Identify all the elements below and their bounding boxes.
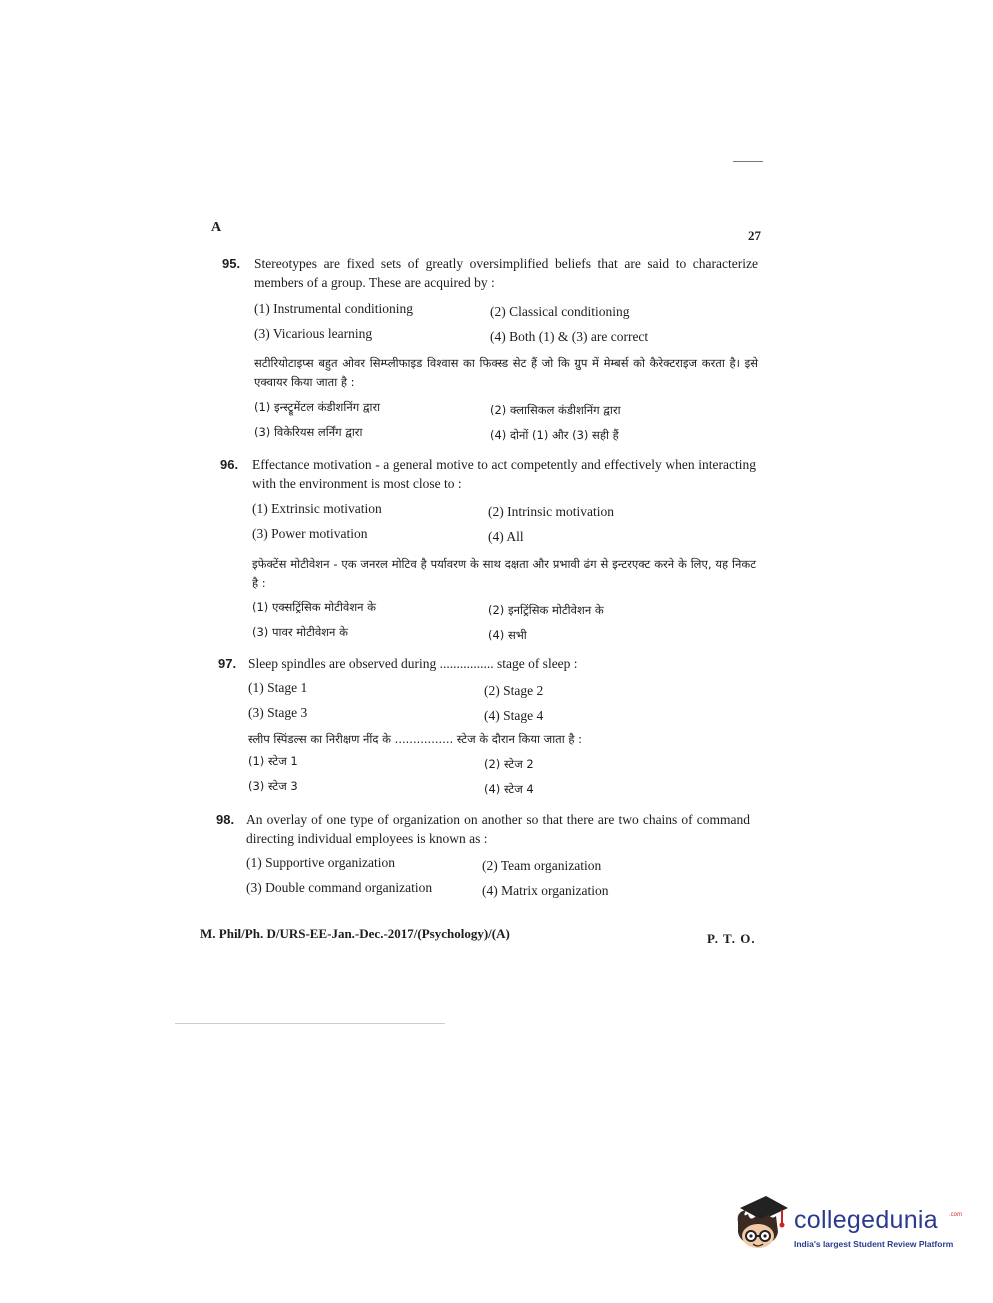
option-3: (3) Stage 3 (248, 705, 308, 720)
collegedunia-logo (732, 1192, 962, 1262)
option-2: (2) Intrinsic motivation (488, 504, 614, 519)
option-2-hi: (2) क्लासिकल कंडीशनिंग द्वारा (490, 403, 621, 417)
footer-pto: P. T. O. (707, 931, 756, 946)
page-number: 27 (748, 228, 761, 243)
option-2-hi: (2) स्टेज 2 (484, 757, 534, 771)
footer-paper-code: M. Phil/Ph. D/URS-EE-Jan.-Dec.-2017/(Psychology)/(A) (200, 926, 510, 941)
option-2: (2) Stage 2 (484, 683, 544, 698)
question-number: 96. (220, 457, 239, 472)
option-2-hi: (2) इनट्रिंसिक मोटीवेशन के (488, 603, 604, 617)
option-3-hi: (3) स्टेज 3 (248, 779, 298, 793)
question-number: 98. (216, 812, 235, 827)
question-text-en: Sleep spindles are observed during ................ stage of sleep : (248, 656, 578, 671)
option-2: (2) Classical conditioning (490, 304, 630, 319)
set-letter: A (211, 220, 222, 235)
question-text-hi: सटीरियोटाइप्स बहुत ओवर सिम्प्लीफाइड विश्वास का फिक्स्ड सेट हैं जो कि ग्रुप में मेम्बर्स को कैरेक्टराइज करता है। इसे एक्वायर किया जाता है : (254, 356, 758, 389)
question-text-en: Effectance motivation - a general motive to act competently and effectively when interacting with the environment is most close to : (252, 457, 756, 491)
option-4: (4) All (488, 529, 524, 544)
option-1-hi: (1) इन्स्ट्रूमेंटल कंडीशनिंग द्वारा (254, 400, 381, 414)
mascot-icon (732, 1192, 790, 1258)
question-text-hi: इफेक्टेंस मोटीवेशन - एक जनरल मोटिव है पर्यावरण के साथ दक्षता और प्रभावी ढंग से इन्टरएक्ट करने के लिए, यह निकट है : (252, 557, 756, 590)
option-1: (1) Extrinsic motivation (252, 501, 382, 516)
option-3: (3) Power motivation (252, 526, 368, 541)
option-3: (3) Vicarious learning (254, 326, 373, 341)
option-4: (4) Matrix organization (482, 883, 609, 898)
scan-mark-bottom (175, 1023, 445, 1024)
option-2: (2) Team organization (482, 858, 602, 873)
option-4-hi: (4) दोनों (1) और (3) सही हैं (490, 428, 619, 442)
option-1: (1) Supportive organization (246, 855, 395, 870)
option-3: (3) Double command organization (246, 880, 433, 895)
question-number: 95. (222, 256, 241, 271)
question-95 (222, 254, 762, 449)
option-4: (4) Both (1) & (3) are correct (490, 329, 649, 344)
question-text-hi: स्लीप स्पिंडल्स का निरीक्षण नींद के ................ स्टेज के दौरान किया जाता है : (248, 732, 583, 746)
option-1: (1) Stage 1 (248, 680, 308, 695)
option-4: (4) Stage 4 (484, 708, 544, 723)
logo-suffix: .com (949, 1212, 963, 1218)
question-97 (218, 654, 758, 799)
option-4-hi: (4) सभी (488, 628, 527, 642)
question-text-en: Stereotypes are fixed sets of greatly oversimplified beliefs that are said to characterize members of a group. These are acquired by : (254, 256, 758, 290)
option-4-hi: (4) स्टेज 4 (484, 782, 534, 796)
logo-wordmark: collegedunia (794, 1206, 938, 1234)
scan-mark-top (733, 161, 763, 162)
logo-tagline: India's largest Student Review Platform (794, 1239, 954, 1249)
question-text-en: An overlay of one type of organization on another so that there are two chains of command directing individual employees is known as : (246, 812, 750, 846)
question-98 (216, 810, 756, 900)
option-1: (1) Instrumental conditioning (254, 301, 413, 316)
option-3-hi: (3) विकेरियस लर्निंग द्वारा (254, 425, 363, 439)
question-number: 97. (218, 656, 237, 671)
question-96 (220, 455, 760, 650)
option-1-hi: (1) एक्सट्रिंसिक मोटीवेशन के (252, 600, 377, 614)
option-3-hi: (3) पावर मोटीवेशन के (252, 625, 348, 639)
option-1-hi: (1) स्टेज 1 (248, 754, 298, 768)
